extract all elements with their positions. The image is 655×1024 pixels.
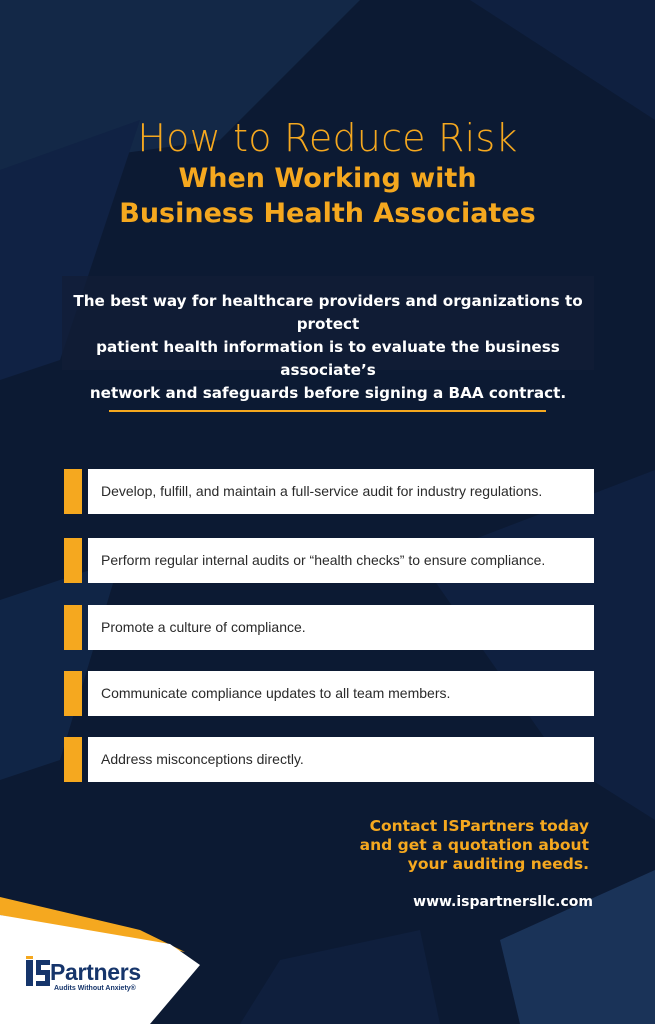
list-item-accent-bar <box>64 671 82 716</box>
list-item-text: Develop, fulfill, and maintain a full-service audit for industry regulations. <box>101 483 543 499</box>
logo-name: Partners <box>50 959 141 985</box>
list-item <box>64 737 594 782</box>
intro-line-1: The best way for healthcare providers and organizations to protect <box>73 292 583 333</box>
title-line-1: How to Reduce Risk <box>137 116 518 160</box>
title-line-3: Business Health Associates <box>119 198 536 229</box>
logo-tagline: Audits Without Anxiety® <box>54 985 136 992</box>
list-item <box>64 469 594 514</box>
list-item-accent-bar <box>64 737 82 782</box>
title-line-2: When Working with <box>178 163 477 194</box>
list-item-text: Perform regular internal audits or “health checks” to ensure compliance. <box>101 552 546 568</box>
list-item-accent-bar <box>64 538 82 583</box>
cta-line-2: and get a quotation about <box>359 836 589 854</box>
is-logo-mark-icon <box>24 956 52 992</box>
list-item-text: Address misconceptions directly. <box>101 751 304 767</box>
list-item-box <box>88 538 594 583</box>
list-item-box <box>88 469 594 514</box>
cta-line-3: your auditing needs. <box>407 855 589 873</box>
list-item-text: Communicate compliance updates to all team members. <box>101 685 451 701</box>
website-link[interactable]: www.ispartnersllc.com <box>413 894 593 910</box>
list-item <box>64 671 594 716</box>
ispartners-logo[interactable] <box>24 956 154 996</box>
list-item-box <box>88 737 594 782</box>
intro-text <box>62 290 594 405</box>
list-item-box <box>88 671 594 716</box>
divider-line <box>109 410 546 412</box>
list-item <box>64 605 594 650</box>
intro-line-2: patient health information is to evaluate the business associate’s <box>96 338 560 379</box>
list-item <box>64 538 594 583</box>
list-item-accent-bar <box>64 605 82 650</box>
contact-cta[interactable] <box>289 817 589 874</box>
list-item-box <box>88 605 594 650</box>
intro-line-3: network and safeguards before signing a BAA contract. <box>89 384 567 402</box>
list-item-text: Promote a culture of compliance. <box>101 619 306 635</box>
cta-line-1: Contact ISPartners today <box>369 817 589 835</box>
list-item-accent-bar <box>64 469 82 514</box>
